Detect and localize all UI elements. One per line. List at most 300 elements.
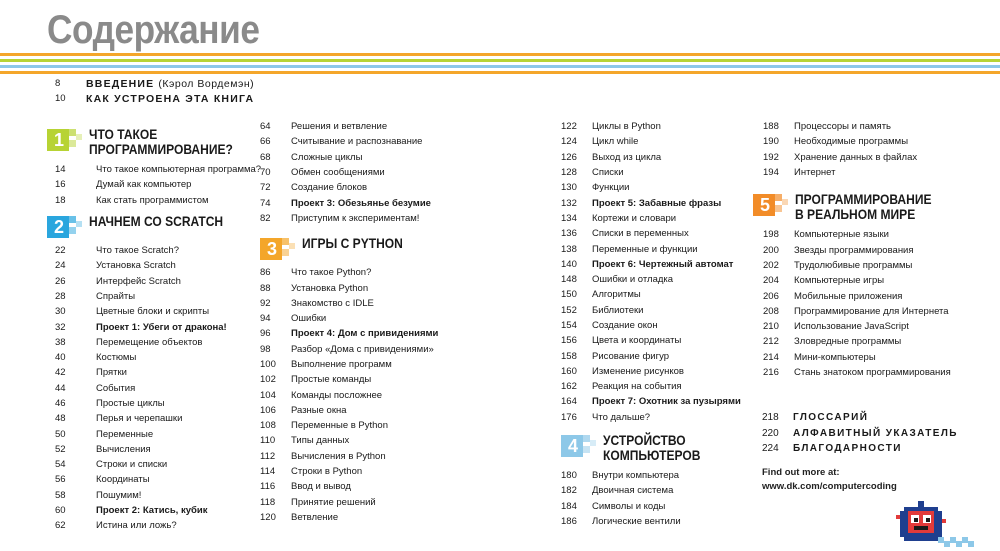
- entry-title: Приступим к экспериментам!: [291, 212, 420, 224]
- chapter-title-line: УСТРОЙСТВО: [603, 431, 686, 448]
- chapter-title-line: В РЕАЛЬНОМ МИРЕ: [795, 206, 916, 223]
- entry-title: Создание окон: [592, 320, 658, 331]
- badge-pixel: [282, 249, 289, 256]
- entry-title: Компьютерные игры: [794, 275, 885, 287]
- entry-title: Ошибки и отладка: [592, 274, 674, 286]
- toc-entry[interactable]: [260, 403, 438, 418]
- entry-title: Переменные: [96, 428, 154, 440]
- toc-entry[interactable]: [260, 134, 438, 149]
- toc-entry[interactable]: [47, 411, 261, 426]
- entry-title: Пошумим!: [96, 489, 142, 501]
- toc-entry[interactable]: [260, 418, 438, 433]
- page-number: 186: [561, 515, 577, 527]
- page-number: 14: [55, 164, 66, 176]
- entry-title: Изменение рисунков: [592, 365, 684, 377]
- back-matter-title: АЛФАВИТНЫЙ УКАЗАТЕЛЬ: [793, 427, 958, 439]
- entry-title: Звезды программирования: [794, 244, 914, 256]
- toc-entry[interactable]: [561, 180, 741, 195]
- toc-entry[interactable]: [561, 364, 741, 379]
- page-number: 112: [260, 450, 276, 462]
- toc-entry[interactable]: [260, 150, 438, 165]
- page-number: 96: [260, 328, 271, 340]
- page-number: 184: [561, 500, 577, 512]
- toc-entry[interactable]: [260, 495, 438, 510]
- page-number: 208: [763, 305, 779, 317]
- back-matter-row[interactable]: [762, 410, 958, 426]
- toc-entry[interactable]: [561, 134, 741, 149]
- toc-entry[interactable]: [47, 365, 261, 380]
- entry-title: Принятие решений: [291, 496, 376, 508]
- toc-entry[interactable]: [47, 319, 261, 334]
- entry-title: Обмен сообщениями: [291, 167, 385, 179]
- toc-entry[interactable]: [47, 396, 261, 411]
- page-number: 150: [561, 289, 577, 301]
- toc-entry[interactable]: [260, 311, 438, 326]
- toc-entry[interactable]: [763, 334, 954, 349]
- toc-entry[interactable]: [561, 272, 741, 287]
- toc-entry[interactable]: [47, 177, 261, 192]
- page-number: 140: [561, 258, 577, 270]
- page-number: 162: [561, 381, 577, 393]
- badge-pixel: [775, 205, 782, 212]
- toc-entry[interactable]: [561, 394, 741, 409]
- toc-entry[interactable]: [47, 442, 261, 457]
- entry-title: Программирование для Интернета: [794, 305, 949, 317]
- chapter-title: [795, 192, 932, 222]
- toc-entry[interactable]: [47, 381, 261, 396]
- entry-title: Алгоритмы: [592, 289, 641, 301]
- toc-entry[interactable]: [47, 162, 261, 177]
- toc-entry[interactable]: [260, 165, 438, 180]
- entry-title: Координаты: [96, 474, 150, 486]
- entry-title: Что такое Scratch?: [96, 245, 179, 257]
- stripe: [0, 65, 1000, 68]
- toc-entry[interactable]: [260, 433, 438, 448]
- entry-title: Спрайты: [96, 290, 136, 302]
- intro-title: КАК УСТРОЕНА ЭТА КНИГА: [86, 92, 255, 105]
- entry-title: Что дальше?: [592, 411, 651, 423]
- toc-entry[interactable]: [561, 241, 741, 256]
- entry-title: Мобильные приложения: [794, 290, 903, 302]
- entry-title: Ветвление: [291, 511, 339, 523]
- entry-title: Библиотеки: [592, 304, 644, 316]
- back-matter-row[interactable]: [762, 426, 958, 442]
- entry-title: Функции: [592, 182, 630, 194]
- badge-pixel: [775, 194, 782, 201]
- chapter-badge: [753, 194, 789, 216]
- page-number: 124: [561, 136, 577, 148]
- toc-entry[interactable]: [260, 372, 438, 387]
- chapter-title-line: ПРОГРАММИРОВАНИЕ?: [89, 141, 233, 157]
- toc-entry[interactable]: [561, 514, 741, 529]
- page-number: 92: [260, 297, 271, 309]
- entry-title: Установка Scratch: [96, 260, 176, 272]
- page-number: 192: [763, 151, 779, 163]
- toc-entry[interactable]: [561, 287, 741, 302]
- chapter-number: 4: [567, 435, 578, 456]
- entry-title: Стань знатоком программирования: [794, 367, 951, 378]
- toc-entry[interactable]: [561, 165, 741, 180]
- page-number: 86: [260, 267, 271, 279]
- entry-title: Списки в переменных: [592, 228, 689, 240]
- page-number: 42: [55, 367, 66, 379]
- page-number: 44: [55, 382, 66, 394]
- entry-title: Строки в Python: [291, 466, 363, 478]
- toc-entry[interactable]: [260, 479, 438, 494]
- page-number: 160: [561, 365, 577, 377]
- badge-pixel: [289, 243, 295, 249]
- toc-entry[interactable]: [561, 318, 741, 333]
- chapter-title-line: НАЧНЕМ СО SCRATCH: [89, 212, 224, 229]
- page-number: 122: [561, 121, 577, 133]
- toc-entry[interactable]: [260, 119, 438, 134]
- entry-title: Установка Python: [291, 282, 369, 294]
- entry-title: Решения и ветвление: [291, 121, 388, 133]
- badge-pixel: [583, 446, 590, 453]
- entry-title: Типы данных: [291, 435, 350, 447]
- entry-title: Вычисления в Python: [291, 450, 386, 462]
- page-number: 194: [763, 167, 779, 179]
- badge-pixel: [583, 435, 590, 442]
- chapter-title: [89, 214, 223, 229]
- page-number: 68: [260, 151, 271, 163]
- toc-entry[interactable]: [561, 499, 741, 514]
- entry-title: Что такое компьютерная программа?: [96, 164, 262, 176]
- entry-title: Символы и коды: [592, 500, 666, 512]
- page-number: 24: [55, 260, 66, 272]
- toc-entry[interactable]: [763, 350, 954, 365]
- page-number: 204: [763, 275, 779, 287]
- back-matter-title: ГЛОССАРИЙ: [793, 412, 869, 424]
- toc-entry[interactable]: [763, 134, 954, 149]
- entry-title: Сложные циклы: [291, 151, 363, 163]
- page-number: 50: [55, 428, 66, 440]
- toc-entry[interactable]: [763, 319, 954, 334]
- more-info-link[interactable]: www.dk.com/computercoding: [762, 481, 897, 492]
- toc-entry[interactable]: [763, 242, 954, 257]
- page-number: 152: [561, 304, 577, 316]
- toc-entry[interactable]: [561, 119, 741, 134]
- page-number: 10: [55, 93, 66, 104]
- toc-entry[interactable]: [47, 472, 261, 487]
- toc-entry[interactable]: [763, 227, 954, 242]
- chapter-number: 1: [53, 130, 64, 150]
- entry-title: Рисование фигур: [592, 350, 669, 362]
- badge-pixel: [69, 227, 76, 234]
- badge-pixel: [69, 129, 76, 136]
- page-number: 72: [260, 182, 271, 194]
- page-number: 148: [561, 274, 577, 286]
- page-number: 52: [55, 443, 66, 455]
- page-number: 190: [763, 136, 779, 148]
- entry-title: Думай как компьютер: [96, 179, 192, 191]
- toc-entry[interactable]: [260, 280, 438, 295]
- page-title: Содержание: [47, 8, 260, 52]
- page-number: 28: [55, 290, 66, 302]
- entry-title: Мини-компьютеры: [794, 351, 876, 363]
- page-number: 134: [561, 212, 577, 224]
- page-number: 108: [260, 420, 276, 432]
- toc-entry[interactable]: [561, 150, 741, 165]
- chapter-badge: [47, 129, 83, 151]
- entry-title: Костюмы: [96, 352, 137, 364]
- toc-entry[interactable]: [47, 289, 261, 304]
- page-number: 98: [260, 343, 271, 355]
- chapter-title: [89, 127, 233, 157]
- chapter-header[interactable]: [47, 127, 261, 157]
- chapter-number: 3: [266, 239, 277, 260]
- chapter-header[interactable]: [260, 236, 438, 260]
- toc-entry[interactable]: [47, 304, 261, 319]
- toc-entry[interactable]: [47, 273, 261, 288]
- page-number: 216: [763, 367, 779, 378]
- page-number: 114: [260, 466, 276, 478]
- page-number: 224: [762, 443, 779, 455]
- page-number: 128: [561, 167, 577, 179]
- chapter-number: 5: [759, 195, 770, 216]
- entry-title: Что такое Python?: [291, 267, 372, 279]
- toc-entry[interactable]: [260, 296, 438, 311]
- toc-column-3: [561, 119, 741, 529]
- chapter-title-line: КОМПЬЮТЕРОВ: [603, 446, 701, 463]
- entry-title: Знакомство с IDLE: [291, 297, 374, 309]
- toc-entry[interactable]: [47, 350, 261, 365]
- toc-entry[interactable]: [260, 211, 438, 226]
- chapter-header[interactable]: [47, 214, 261, 238]
- page-number: 40: [55, 352, 66, 364]
- chapter-title: [603, 433, 700, 463]
- page-number: 64: [260, 121, 271, 133]
- entry-title: Двоичная система: [592, 485, 674, 497]
- toc-entry[interactable]: [47, 243, 261, 258]
- intro-author: (Кэрол Вордемэн): [158, 77, 255, 90]
- page-number: 188: [763, 121, 779, 133]
- chapter-title-line: ПРОГРАММИРОВАНИЕ: [795, 191, 932, 208]
- toc-entry[interactable]: [47, 488, 261, 503]
- page-number: 206: [763, 290, 779, 302]
- entry-title: Проект 7: Охотник за пузырями: [592, 396, 741, 408]
- toc-entry[interactable]: [561, 348, 741, 363]
- page-number: 60: [55, 505, 66, 517]
- page-number: 26: [55, 275, 66, 287]
- toc-entry[interactable]: [561, 468, 741, 483]
- toc-entry[interactable]: [561, 303, 741, 318]
- page-number: 212: [763, 336, 779, 348]
- more-info-label: Find out more at:: [762, 467, 840, 478]
- chapter-badge: [260, 238, 296, 260]
- badge-pixel: [69, 140, 76, 147]
- entry-title: Интерфейс Scratch: [96, 275, 181, 287]
- entry-title: Перемещение объектов: [96, 336, 203, 348]
- toc-entry[interactable]: [260, 265, 438, 280]
- toc-entry[interactable]: [763, 365, 954, 380]
- toc-entry[interactable]: [260, 357, 438, 372]
- page-number: 102: [260, 374, 276, 386]
- entry-title: Проект 3: Обезьянье безумие: [291, 197, 431, 209]
- back-matter-title: БЛАГОДАРНОСТИ: [793, 443, 902, 455]
- badge-pixel: [782, 199, 788, 205]
- toc-entry[interactable]: [561, 410, 741, 425]
- entry-title: Ошибки: [291, 313, 327, 325]
- entry-title: Проект 2: Катись, кубик: [96, 505, 208, 517]
- entry-title: Цикл while: [592, 136, 639, 148]
- toc-entry[interactable]: [260, 326, 438, 341]
- entry-title: Перья и черепашки: [96, 413, 183, 425]
- page-number: 136: [561, 228, 577, 240]
- page-number: 82: [260, 212, 271, 224]
- page-number: 32: [55, 321, 66, 333]
- page-number: 182: [561, 485, 577, 497]
- page-number: 54: [55, 459, 66, 471]
- entry-title: Необходимые программы: [794, 136, 909, 148]
- toc-entry[interactable]: [260, 195, 438, 210]
- badge-pixel: [76, 134, 82, 140]
- entry-title: Как стать программистом: [96, 194, 209, 206]
- entry-title: Интернет: [794, 167, 836, 179]
- stripe: [0, 71, 1000, 74]
- toc-entry[interactable]: [561, 483, 741, 498]
- intro-row[interactable]: [55, 76, 254, 91]
- toc-entry[interactable]: [260, 387, 438, 402]
- page-number: 8: [55, 78, 61, 89]
- page-number: 210: [763, 321, 779, 333]
- toc-entry[interactable]: [763, 165, 954, 180]
- entry-title: Простые циклы: [96, 398, 165, 409]
- page-number: 158: [561, 350, 577, 362]
- toc-entry[interactable]: [47, 258, 261, 273]
- entry-title: Циклы в Python: [592, 121, 661, 133]
- page-number: 198: [763, 229, 779, 241]
- toc-entry[interactable]: [561, 226, 741, 241]
- toc-entry[interactable]: [47, 457, 261, 472]
- entry-title: Кортежи и словари: [592, 212, 677, 224]
- page-number: 156: [561, 335, 577, 347]
- page-number: 118: [260, 496, 276, 508]
- page-number: 100: [260, 359, 276, 370]
- chapter-title-line: ЧТО ТАКОЕ: [89, 126, 158, 142]
- entry-title: Проект 1: Убеги от дракона!: [96, 321, 227, 333]
- toc-entry[interactable]: [763, 150, 954, 165]
- back-matter-list: [762, 410, 958, 457]
- toc-entry[interactable]: [561, 257, 741, 272]
- badge-pixel: [69, 216, 76, 223]
- page-number: 126: [561, 151, 577, 163]
- entry-title: Хранение данных в файлах: [794, 151, 918, 163]
- entry-title: События: [96, 382, 136, 394]
- entry-title: Создание блоков: [291, 182, 368, 194]
- page-number: 16: [55, 179, 66, 191]
- toc-entry[interactable]: [260, 464, 438, 479]
- entry-title: Переменные в Python: [291, 420, 388, 432]
- toc-entry[interactable]: [561, 195, 741, 210]
- toc-entry[interactable]: [763, 288, 954, 303]
- page-number: 88: [260, 282, 271, 294]
- page-number: 46: [55, 398, 66, 409]
- entry-title: Процессоры и память: [794, 121, 892, 133]
- page-number: 218: [762, 412, 779, 424]
- page-number: 214: [763, 351, 779, 363]
- entry-title: Вычисления: [96, 443, 151, 455]
- chapter-badge: [47, 216, 83, 238]
- toc-column-4: [759, 119, 954, 380]
- entry-title: Цвета и координаты: [592, 335, 682, 347]
- toc-column-1: [47, 127, 261, 534]
- toc-entry[interactable]: [260, 449, 438, 464]
- chapter-title: [302, 236, 403, 251]
- toc-entry[interactable]: [47, 335, 261, 350]
- entry-title: Проект 6: Чертежный автомат: [592, 258, 734, 270]
- toc-entry[interactable]: [260, 342, 438, 357]
- page-number: 18: [55, 194, 66, 206]
- entry-title: Команды посложнее: [291, 389, 383, 401]
- toc-entry[interactable]: [47, 503, 261, 518]
- page-number: 30: [55, 306, 66, 318]
- entry-title: Внутри компьютера: [592, 470, 680, 482]
- page-number: 200: [763, 244, 779, 256]
- page-number: 62: [55, 520, 66, 532]
- page-number: 104: [260, 389, 276, 401]
- entry-title: Простые команды: [291, 374, 372, 386]
- entry-title: Прятки: [96, 367, 127, 379]
- entry-title: Проект 4: Дом с привидениями: [291, 328, 439, 340]
- page-number: 106: [260, 404, 276, 416]
- entry-title: Строки и списки: [96, 459, 168, 471]
- entry-title: Списки: [592, 167, 624, 179]
- toc-entry[interactable]: [561, 333, 741, 348]
- toc-entry[interactable]: [763, 273, 954, 288]
- toc-entry[interactable]: [260, 510, 438, 525]
- toc-entry[interactable]: [763, 119, 954, 134]
- chapter-header[interactable]: [561, 433, 741, 463]
- toc-entry[interactable]: [260, 180, 438, 195]
- entry-title: Выполнение программ: [291, 359, 392, 370]
- page-number: 120: [260, 511, 276, 523]
- toc-entry[interactable]: [763, 258, 954, 273]
- page-number: 70: [260, 167, 271, 179]
- toc-entry[interactable]: [47, 193, 261, 208]
- entry-title: Компьютерные языки: [794, 229, 889, 241]
- toc-entry[interactable]: [47, 426, 261, 441]
- toc-column-2: [260, 119, 438, 525]
- page-number: 110: [260, 435, 276, 447]
- toc-entry[interactable]: [561, 211, 741, 226]
- chapter-title-line: ИГРЫ С PYTHON: [302, 235, 403, 252]
- page-number: 138: [561, 243, 577, 255]
- page-number: 74: [260, 197, 271, 209]
- entry-title: Проект 5: Забавные фразы: [592, 197, 722, 209]
- chapter-header[interactable]: [753, 192, 954, 222]
- chapter-badge: [561, 435, 597, 457]
- entry-title: Логические вентили: [592, 515, 681, 527]
- entry-title: Ввод и вывод: [291, 481, 351, 493]
- page-number: 220: [762, 427, 779, 439]
- toc-entry[interactable]: [763, 304, 954, 319]
- more-info: [762, 466, 897, 494]
- toc-entry[interactable]: [47, 518, 261, 533]
- back-matter-row[interactable]: [762, 441, 958, 457]
- page-number: 56: [55, 474, 66, 486]
- entry-title: Использование JavaScript: [794, 321, 909, 333]
- entry-title: Реакция на события: [592, 381, 682, 393]
- page-number: 58: [55, 489, 66, 501]
- intro-row[interactable]: [55, 91, 254, 106]
- entry-title: Считывание и распознавание: [291, 136, 423, 148]
- entry-title: Переменные и функции: [592, 243, 698, 255]
- page-number: 130: [561, 182, 577, 194]
- toc-entry[interactable]: [561, 379, 741, 394]
- page-number: 116: [260, 481, 276, 493]
- page-number: 176: [561, 411, 577, 423]
